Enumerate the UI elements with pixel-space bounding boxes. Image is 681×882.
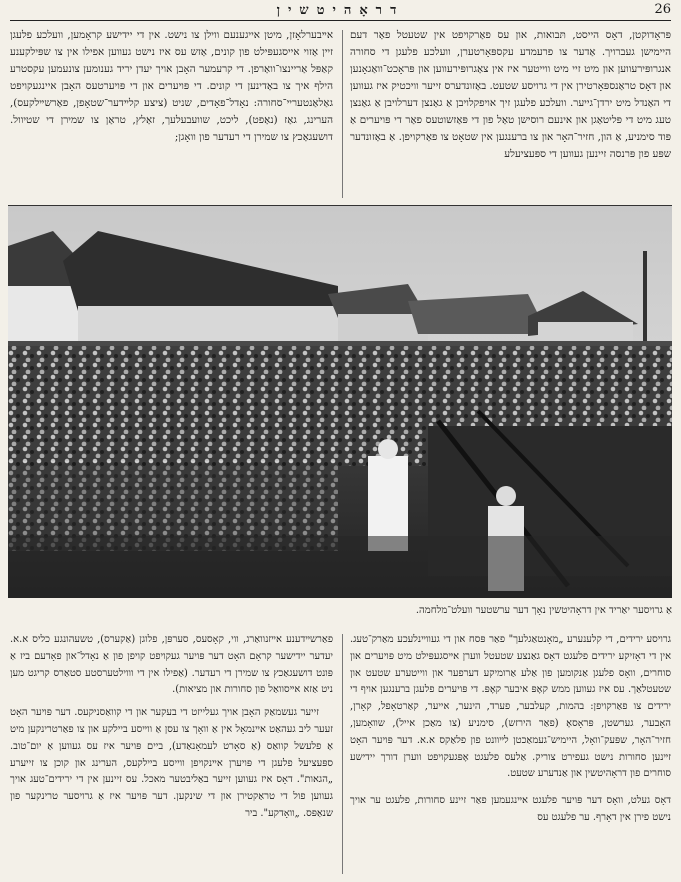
paragraph: אײבערלאָזן, מיטן אייגענעם ווילן צו נישט. אין די יידישע קראָמען, וועלכע פלעגן זיין אַזוי אייסגעפּילט פון קונים, אַזש עס איז נישט געווען אפילו אין צו שפּילקענע קאַפּל אַריינצו־וואַרפן. די קרעמער האָבן אויך יעדן יריד גענומען צונעמען עקסטרע הילף איך צו באַדינען די קונים. די פּויערים און די פּויערטעס האָבן איינגעקויפט גאַלאַנטעריי־סחורה: נאָדל־פאָדים, שניט (ציצע קלײדער־שטאָפן, פאַרשײלקעס), הערינג, גאַז (נאַפט), ליכט, שוועבעלעך, זאַלץ, טראַן צו שמירן די שטיוול. דושעגאַכץ צו שמירן די רעדער פון וואָגן;	[10, 29, 333, 143]
running-header	[10, 0, 671, 20]
paragraph: גרויסע ירידים, די קלענערע „מאָנטאַגלעך" פאַר פּסח און די געווײנלעכע מאַרק־טעג. אין די דאָזיקע ירידים פלעגט דאָס גאַנצע שטעטל ווערן אײסגעפּילט מיט פּויערים און סוחרים, וואָס פלעגן אַנקומען פון אַלע אַרומיקע דערפער און ווייטערע שטעט און שטעטלאַך. עס איז געווען ממש קאָפּ איבער קאָפּ. די פּויערים פלעגן ברענגען אויף די ירידים צו פאַרקויפן: בהמות, קעלבער, פערד, הינער, אייער, קאַרטאָפל, קאָרן, האָבער, גערשטן, פּראָסאָ (פאַר הירזש), סימניע (צו מאַכן אייל), שװאָמען, חזיר־האָר, שפּעק־וואָל, היימיש־געמאַכטן לײװנט פון פלאַקס א.א. דער פּויער האָט זײנען סחורות נישט געפירט צוריק. אַלעס פלעגט אָפּגעקויפט ווערן דורך יידישע סוחרים פון דראָהיטשין און אַנדערע שטעט.	[350, 634, 671, 780]
paragraph: פאַרשײדענע אײזנוואַרג, ווי, קאָסעס, סערפּן, פלוגן (אַקערס), טשעהונגע כליס א.א. יעדער יידישער קראָם האָט דער פּויער געקויפט קויפן פון אַ נאָדל־און פאָדעם ביז אַ פּונט דושעגאַכץ צו שמירן די רעדער. (אַפילו אין די וווילטערסטע סטאַרס קריגט מען ניט אַזא אײסוואַל פון סחורות און מציאות).	[10, 634, 333, 696]
paragraph: פּראָדוקטן, דאָס הייסט, תּבואות, און עס פאַרקויפט אין שטעטל פאַר דעם היימישן געברויך. אַדער צו פרעמדע עקספּאָרטערן, וועלכע פלעגן די סחורה אנגרופּירעווען און מיט זיי מיט ווייטער איז אין צאַגרופּירעווען און פּראָכט־וואַגאָנען און דאָס טראַנספּאָרטירן אין די גרויסע שטעט. באַזונדערס זייער וויכטיק איז געווען די האַנדל מיט ירדן־גייער. וועלכע פלעגן זיך אויפקלויבן אַ גאַנצן דערלויבן אַ גאַנצן טעג מיט די פּליטאַגן און אינעם רוסישן טאַל פון די פּאַזשוטעס פאַר די פּויערים אַ פּוד סימניע, אַ הון, חזיר־האָר און צו ברענגען אין שטאָט צו פאַרקויפן. אַ באַזונדער שפּע פון פּרנסה זיינען געווען די ספּעציעלע	[350, 29, 671, 160]
text-column-bottom-left	[10, 632, 333, 878]
column-divider	[342, 634, 343, 874]
text-column-top-left	[10, 27, 333, 202]
paragraph: דאָס געלט, וואָס דער פּויער פלעגט אײנגעמען פאַר זיינע סחורות, פלעגט ער אויך נישט פירן אין דאָרף. ער פלעגט עס	[350, 795, 671, 823]
column-divider	[342, 30, 343, 198]
photo-caption: אַ גרויסער יאַריד אין דראָהיטשין נאָך דער ערשטער וועלט־מלחמה.	[415, 605, 672, 616]
paragraph: זייער געשמאַק האָבן אויך געלייזט די בעקער און די קוואַסניקעס. דער פּויער האָט זעער ליב געהאַט אײנמאָל אין אַ וואָך צו עסן אַ ווײסע ביילקע און צו פאַרטרינקען מיט אַ פלעשל קוואַס (אַ סאָרט לעמאָנאַדע), ביים פּויער איז עס געווען אַ יום־טוב. ספּעציעל פלעגן די פּויערן אײנקויפן ווייסע ביילקעס, הערינג און קוכן צו זייערע „הגאות". דאָס איז געווען זייער באַליבטער מאכל. עס זיינען אין די ירידים־טעג אויך געווען פול די טראַקטירן און די שינקען. דער פּויער איז אַ גרויסער טרינקער פון שנאַפּס. „וואָדקע". ביר	[10, 707, 333, 819]
market-photograph	[8, 205, 672, 598]
text-column-top-right	[350, 27, 671, 202]
header-rule	[10, 20, 671, 21]
text-column-bottom-right	[350, 632, 671, 847]
header-title: דראָהיטשין	[276, 3, 405, 18]
page-number: 26	[654, 2, 671, 17]
photo-illustration	[8, 206, 672, 598]
